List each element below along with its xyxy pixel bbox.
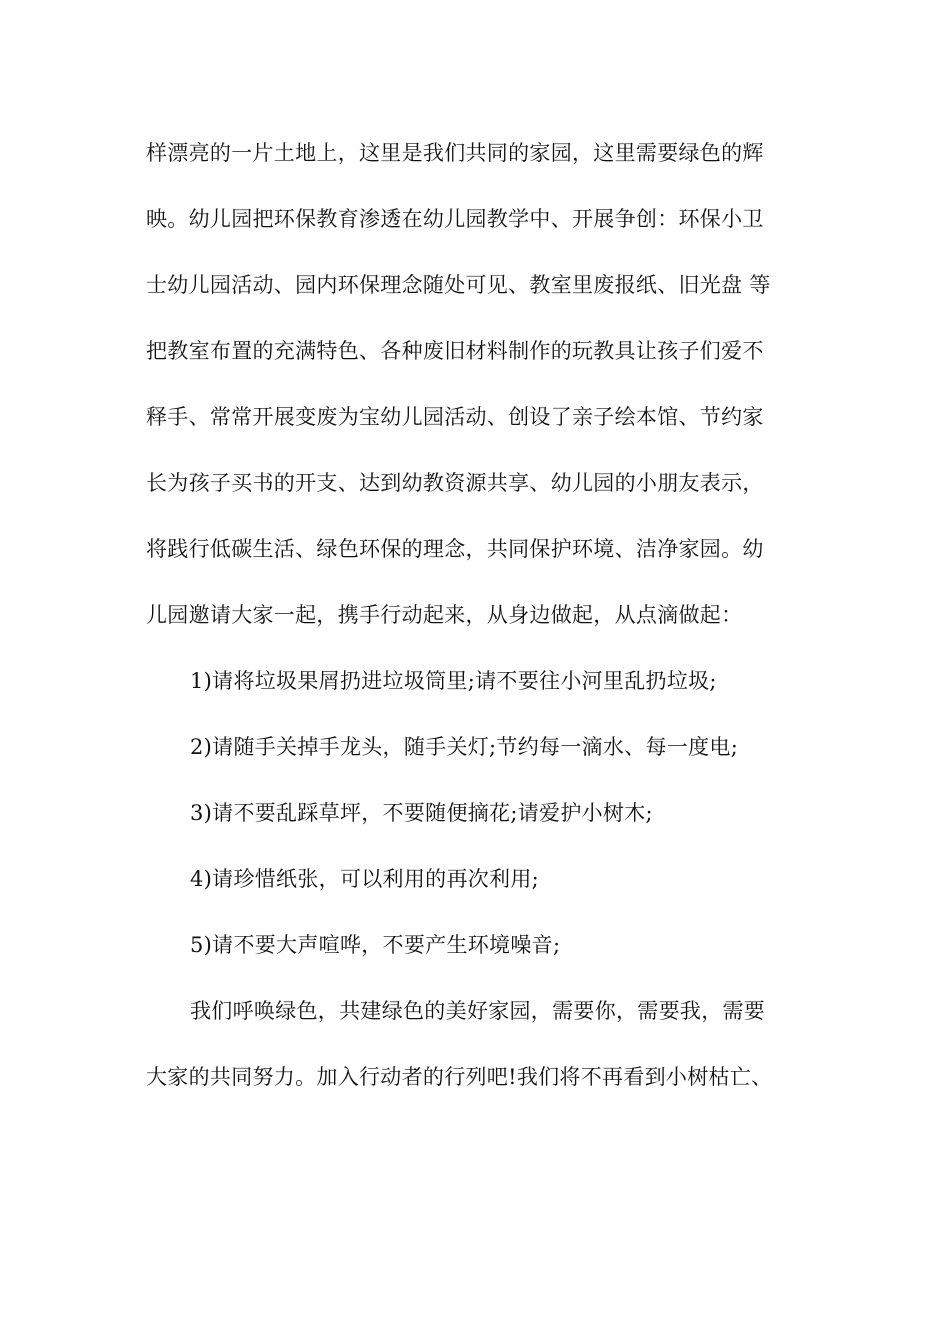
text-line-15: 大家的共同努力。加入行动者的行列吧!我们将不再看到小树枯亡、: [146, 1065, 773, 1089]
list-item-1: 1)请将垃圾果屑扔进垃圾筒里;请不要往小河里乱扔垃圾;: [190, 669, 717, 693]
text-line-7: 将践行低碳生活、绿色环保的理念，共同保护环境、洁净家园。幼: [146, 537, 764, 561]
list-item-4: 4)请珍惜纸张，可以利用的再次利用;: [190, 867, 540, 891]
text-line-1: 样漂亮的一片土地上，这里是我们共同的家园，这里需要绿色的辉: [146, 141, 764, 165]
list-item-3: 3)请不要乱踩草坪，不要随便摘花;请爱护小树木;: [190, 801, 653, 825]
body-text: [146, 128, 826, 1118]
text-line-5: 释手、常常开展变废为宝幼儿园活动、创设了亲子绘本馆、节约家: [146, 405, 764, 429]
text-line-6: 长为孩子买书的开支、达到幼教资源共享、幼儿园的小朋友表示，: [146, 471, 764, 495]
text-line-3: 士幼儿园活动、园内环保理念随处可见、教室里废报纸、旧光盘 等: [146, 273, 771, 297]
paragraph-start: 我们呼唤绿色，共建绿色的美好家园，需要你，需要我，需要: [190, 999, 766, 1023]
text-line-2: 映。幼儿园把环保教育渗透在幼儿园教学中、开展争创：环保小卫: [146, 207, 764, 231]
text-line-8: 儿园邀请大家一起，携手行动起来，从身边做起，从点滴做起：: [146, 603, 743, 627]
text-line-4: 把教室布置的充满特色、各种废旧材料制作的玩教具让孩子们爱不: [146, 339, 764, 363]
list-item-2: 2)请随手关掉手龙头，随手关灯;节约每一滴水、每一度电;: [190, 735, 739, 759]
list-item-5: 5)请不要大声喧哗，不要产生环境噪音;: [190, 933, 561, 957]
